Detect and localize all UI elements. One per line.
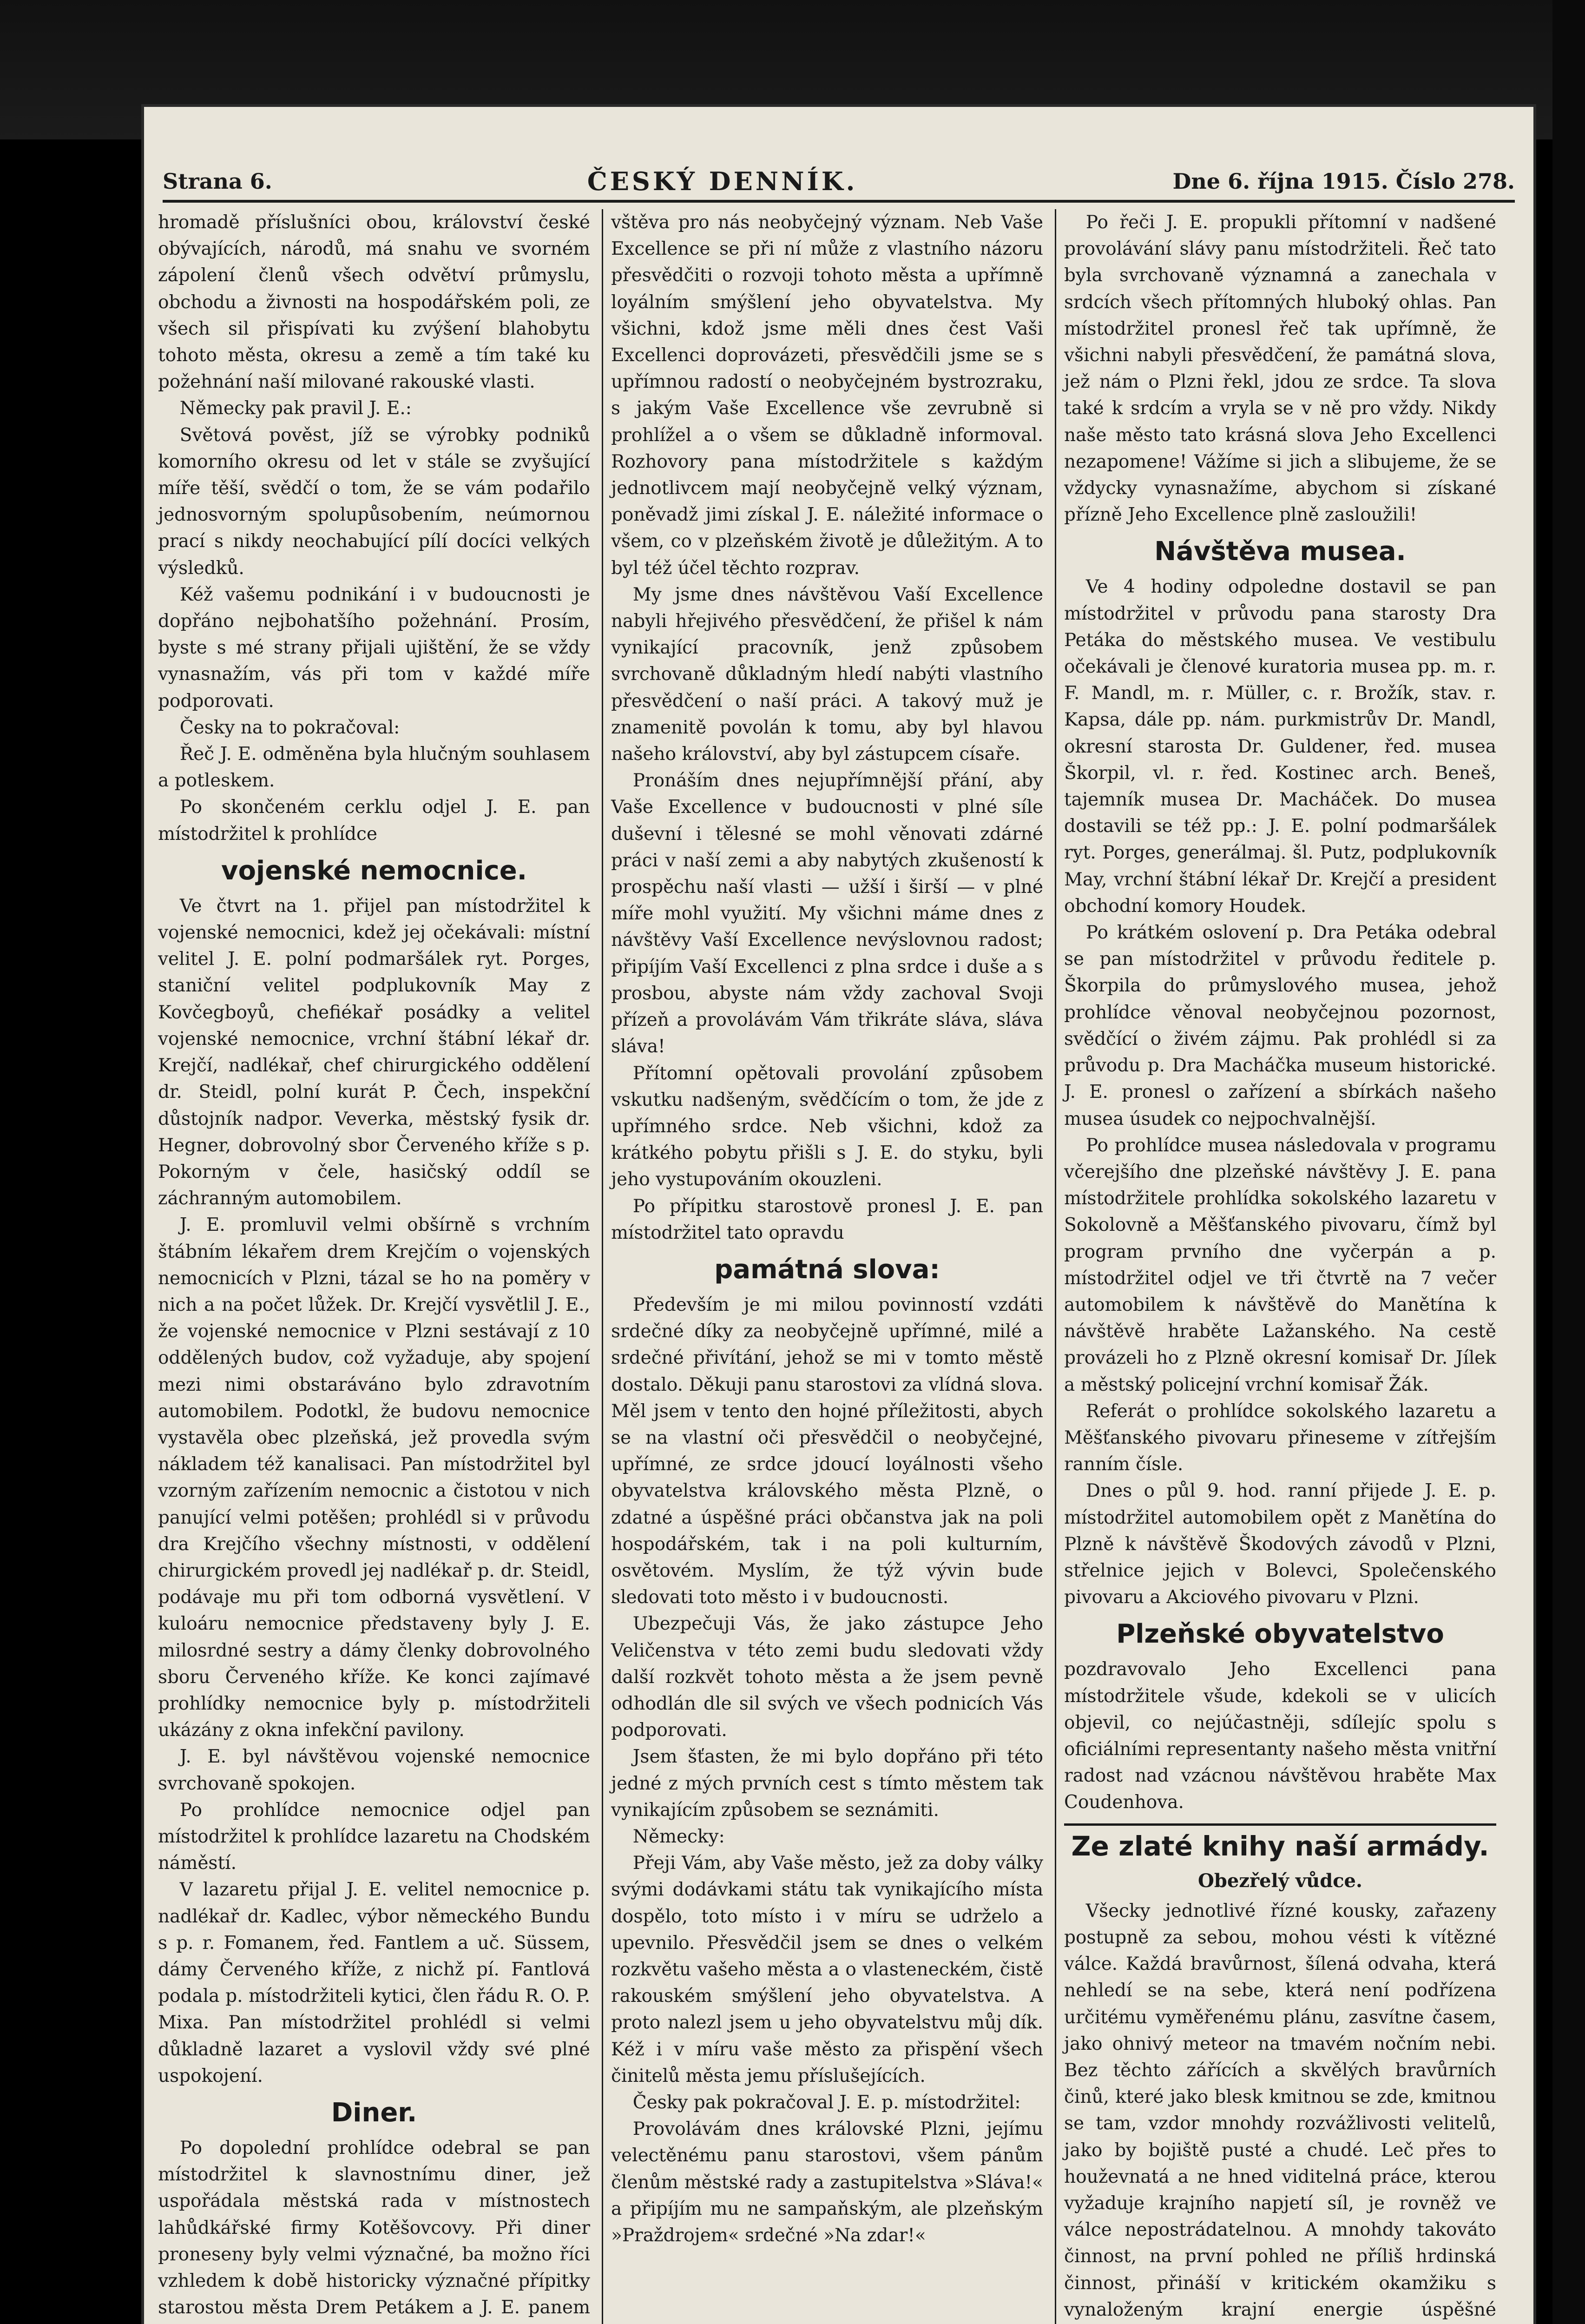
- article-paragraph: Přeji Vám, aby Vaše město, jež za doby války svými dodávkami státu tak vynikajícího místa dospělo, toto místo i v míru se udrželo a upevnilo. Přesvědčil jsem se dnes o velkém rozkvětu vašeho města a o vlasteneckém, čistě rakouském smýšlení jeho obyvatelstva. A proto nalezl jsem u jeho obyvatelstvu můj dík. Kéž i v míru vaše město za přispění všech činitelů města jemu příslušejících.: [611, 1853, 1043, 2086]
- article-paragraph: Všecky jednotlivé řízné kousky, zařazeny postupně za sebou, mohou vésti k vítězné válce. Každá bravůrnost, šílená odvaha, která nehledí se na sebe, která není podřízena určitému vyměřenému plánu, zasvítne časem, jako ohnivý meteor na tmavém nočním nebi. Bez těchto zářících a skvělých bravůrních činů, které jako blesk kmitnou se zde, kmitnou se tam, vzdor mnohdy rozvážlivosti velitelů, jako by bojiště pusté a chudé. Leč přes to houževnatá a ne hned viditelná práce, kterou vyžaduje krajního napjetí síl, je rovněž ve válce nepostrádatelnou. A mnohdy takováto činnost, na první pohled ne příliš hrdinská činnost, přináší v kritickém okamžiku s vynaloženým krajní energie úspěšné: [1064, 1900, 1496, 2320]
- article-paragraph: Německy:: [632, 1826, 725, 1847]
- article-paragraph: Po skončeném cerklu odjel J. E. pan místodržitel k prohlídce: [158, 797, 590, 845]
- article-paragraph: J. E. promluvil velmi obšírně s vrchním štábním lékařem drem Krejčím o vojenských nemocnicích v Plzni, tázal se ho na poměry v nich a na počet lůžek. Dr. Krejčí vysvětlil J. E., že vojenské nemocnice v Plzni sestávají z 10 oddělených budov, což vyžaduje, aby spojení mezi nimi obstaráváno bylo zdravotním automobilem. Podotkl, že budovu nemocnice vystavěla obec plzeňská, jež provedla svým nákladem též kanalisaci. Pan místodržitel byl vzorným zařízením nemocnic a čistotou v nich panující velmi potěšen; prohlédl si v průvodu dra Krejčího všechny místnosti, v oddělení chirurgickém provedl jej nadlékař p. dr. Steidl, podávaje mu při tom odborná vysvětlení. V kuloáru nemocnice představeny byly J. E. milosrdné sestry a dámy členky dobrovolného sboru Červeného kříže. Ke konci zajímavé prohlídky nemocnice byly p. místodržiteli ukázány z okna infekční pavilony.: [158, 1215, 590, 1741]
- article-paragraph: Řeč J. E. odměněna byla hlučným souhlasem a potleskem.: [158, 744, 590, 792]
- article-paragraph: Referát o prohlídce sokolského lazaretu a Měšťanského pivovaru přineseme v zítřejším ranním čísle.: [1064, 1400, 1496, 1475]
- column-rule: [602, 209, 603, 2324]
- column-3: [1064, 209, 1496, 2324]
- article-paragraph: Ve čtvrt na 1. přijel pan místodržitel k vojenské nemocnici, kdež jej očekávali: místní velitel J. E. polní podmaršálek ryt. Porges, staniční velitel podplukovník May z Kovčegboyů, chefiékař posádky a velitel vojenské nemocnice, vrchní štábní lékař dr. Krejčí, nadlékař, chef chirurgického oddělení dr. Steidl, polní kurát P. Čech, inspekční důstojník nadpor. Veverka, městský fysik dr. Hegner, dobrovolný sbor Červeného kříže s p. Pokorným v čele, hasičský oddíl se záchranným automobilem.: [158, 895, 590, 1209]
- film-edge: [1552, 0, 1585, 2324]
- section-heading: Návštěva musea.: [1154, 536, 1406, 567]
- article-paragraph: Pronáším dnes nejupřímnější přání, aby Vaše Excellence v budoucnosti v plné síle duševní i tělesné se mohl věnovati zdárné práci v naší zemi a aby nabytých zkušeností k prospěchu naší vlasti — užší i širší — v plné míře mohl využití. My všichni máme dnes z návštěvy Vaší Excellence nevýslovnou radost; připíjím Vaší Excellenci z plna srdce i duše a s prosbou, abyste nám vždy zachoval Svoji přízeň a provolávám Vám třikráte sláva, sláva sláva!: [611, 770, 1043, 1057]
- article-paragraph: Kéž vašemu podnikání i v budoucnosti je dopřáno nejbohatšího požehnání. Prosím, byste s mé strany přijali ujištění, že se vždy vynasnažím, vás při tom v každé míře podporovati.: [158, 584, 590, 712]
- article-paragraph: vštěva pro nás neobyčejný význam. Neb Vaše Excellence se při ní může z vlastního názoru přesvědčiti o rozvoji tohoto města a upřímně loyálním smýšlení jeho obyvatelstva. My všichni, kdož jsme měli dnes čest Vaši Excellenci doprovázeti, přesvědčili jsme se s upřímnou radostí o neobyčejném bystrozraku, s jakým Vaše Excellence vše zevrubně si prohlížel a o všem se důkladně informoval. Rozhovory pana místodržitele s každým jednotlivcem mají neobyčejně velký význam, poněvadž jimi získal J. E. náležité informace o všem, co v plzeňském životě je důležitým. A to byl též účel těchto rozprav.: [611, 212, 1043, 579]
- article-paragraph: Jsem šťasten, že mi bylo dopřáno při této jedné z mých prvních cest s tímto městem tak vynikajícím způsobem se seznámiti.: [611, 1746, 1043, 1821]
- article-paragraph: Česky pak pokračoval J. E. p. místodržitel:: [632, 2092, 1021, 2113]
- column-2: [611, 209, 1043, 2249]
- article-paragraph: My jsme dnes návštěvou Vaší Excellence nabyli hřejivého přesvědčení, že přišel k nám vynikající pracovník, jenž způsobem svrchovaně důkladným hledí nabýti vlastního přesvědčení o naší práci. A takový muž je znamenitě povolán k tomu, aby byl hlavou našeho království, aby byl zástupcem císaře.: [611, 584, 1043, 765]
- article-paragraph: Přítomní opětovali provolání způsobem vskutku nadšeným, svědčícím o tom, že jde z upřímného srdce. Neb všichni, kdož za krátkého pobytu přišli s J. E. do styku, byli jeho vystupováním okouzleni.: [611, 1063, 1043, 1190]
- section-heading: Obezřelý vůdce.: [1198, 1869, 1362, 1892]
- article-paragraph: J. E. byl návštěvou vojenské nemocnice svrchovaně spokojen.: [158, 1746, 590, 1794]
- article-paragraph: Po krátkém oslovení p. Dra Petáka odebral se pan místodržitel v průvodu ředitele p. Škorpila do průmyslového musea, jehož prohlídce věnoval neobyčejnou pozornost, svědčící o živém zájmu. Pak prohlédl si za průvodu p. Dra Macháčka museum historické. J. E. pronesl o zařízení a sbírkách našeho musea úsudek co nejpochvalnější.: [1064, 922, 1496, 1129]
- section-heading: Plzeňské obyvatelstvo: [1116, 1619, 1444, 1650]
- article-paragraph: Ve 4 hodiny odpoledne dostavil se pan místodržitel v průvodu pana starosty Dra Petáka do městského musea. Ve vestibulu očekávali je členové kuratoria musea pp. m. r. F. Mandl, m. r. Müller, c. r. Brožík, stav. r. Kapsa, dále pp. nám. purkmistrův Dr. Mandl, okresní starosta Dr. Guldener, řed. musea Škorpil, vl. r. řed. Kostinec arch. Beneš, tajemník musea Dr. Macháček. Do musea dostavili se též pp.: J. E. polní podmaršálek ryt. Porges, generálmaj. šl. Putz, podplukovník May, vrchní štábní lékař Dr. Krejčí a president obchodní komory Houdek.: [1064, 576, 1496, 917]
- article-paragraph: Po prohlídce musea následovala v programu včerejšího dne plzeňské návštěvy J. E. pana místodržitele prohlídka sokolského lazaretu v Sokolovně a Měšťanského pivovaru, čímž byl program prvního dne vyčerpán a p. místodržitel odjel ve tři čtvrtě na 7 večer automobilem k návštěvě do Manětína k návštěvě hraběte Lažanského. Na cestě provázeli ho z Plzně okresní komisař Dr. Jílek a městský policejní vrchní komisař Žák.: [1064, 1135, 1496, 1395]
- issue-date: Dne 6. října 1915. Číslo 278.: [1172, 169, 1515, 194]
- article-paragraph: Především je mi milou povinností vzdáti srdečné díky za neobyčejně upřímné, milé a srdečné přivítání, jehož se mi v tomto městě dostalo. Děkuji panu starostovi za vlídná slova. Měl jsem v tento den hojné příležitosti, abych se na vlastní oči přesvědčil o neobyčejné, upřímné, ze srdce jdoucí loyálnosti všeho obyvatelstva královského města Plzně, o zdatné a úspěšné práci občanstva jak na poli hospodářském, tak i na poli kulturním, osvětovém. Myslím, že týž vývin bude sledovati toto město i v budoucnosti.: [611, 1294, 1043, 1608]
- article-paragraph: Dnes o půl 9. hod. ranní přijede J. E. p. místodržitel automobilem opět z Manětína do Plzně k návštěvě Škodových závodů v Plzni, střelnice jejich v Bolevci, Společenského pivovaru a Akciového pivovaru v Plzni.: [1064, 1480, 1496, 1608]
- article-paragraph: Světová pověst, jíž se výrobky podniků komorního okresu od let v stále se zvyšující míře těší, svědčí o tom, že se vám podařilo jednosvorným spolupůsobením, neúmornou prací s nikdy neochabující pílí docíci velkých výsledků.: [158, 424, 590, 579]
- newspaper-title: ČESKÝ DENNÍK.: [587, 166, 858, 196]
- article-paragraph: Provolávám dnes královské Plzni, jejímu velectěnému panu starostovi, všem pánům členům městské rady a zastupitelstva »Sláva!« a připíjím mu ne sampaňským, ale plzeňským »Praždrojem« srdečné »Na zdar!«: [611, 2119, 1043, 2246]
- column-1: [158, 209, 590, 2324]
- article-paragraph: Česky na to pokračoval:: [179, 717, 400, 738]
- column-rule: [1055, 209, 1056, 2324]
- masthead: [163, 163, 1515, 203]
- article-paragraph: hromadě příslušníci obou, království české obývajících, národů, má snahu ve svorném zápolení členů všech odvětví průmyslu, obchodu a živnosti na hospodářském poli, ze všech sil přispívati ku zvýšení blahobytu tohoto města, okresu a země a tím také ku požehnání naší milované rakouské vlasti.: [158, 212, 590, 393]
- section-heading: Diner.: [331, 2098, 417, 2128]
- article-paragraph: Po řeči J. E. propukli přítomní v nadšené provolávání slávy panu místodržiteli. Řeč tato byla svrchovaně významná a zanechala v srdcích všech přítomných hluboký ohlas. Pan místodržitel pronesl řeč tak upřímně, že všichni nabyli přesvědčení, že památná slova, jež nám o Plzni řekl, jdou ze srdce. Ta slova také k srdcím a vryla se v ně pro vždy. Nikdy naše město tato krásná slova Jeho Excellenci nezapomene! Vážíme si jich a slibujeme, že se vždycky vynasnažíme, abychom si získané přízně Jeho Excellence plně zasloužili!: [1064, 212, 1496, 526]
- section-heading: Ze zlaté knihy naší armády.: [1064, 1823, 1496, 1862]
- article-paragraph: Po dopolední prohlídce odebral se pan místodržitel k slavnostnímu diner, jež uspořádala městská rada v místnostech lahůdkářské firmy Kotěšovcovy. Při diner proneseny byly velmi význačné, ba možno říci vzhledem k době historicky význačné přípitky starostou města Drem Petákem a J. E. panem: [158, 2138, 590, 2318]
- newspaper-page: [144, 107, 1533, 2324]
- article-paragraph: Německy pak pravil J. E.:: [179, 398, 412, 419]
- section-heading: vojenské nemocnice.: [221, 855, 527, 886]
- article-paragraph: Po prohlídce nemocnice odjel pan místodržitel k prohlídce lazaretu na Chodském náměstí.: [158, 1799, 590, 1874]
- page-number: Strana 6.: [163, 169, 272, 194]
- article-paragraph: Ubezpečuji Vás, že jako zástupce Jeho Veličenstva v této zemi budu sledovati vždy další rozkvět tohoto města a že jsem pevně odhodlán dle sil svých ve všech podnicích Vás podporovati.: [611, 1613, 1043, 1741]
- article-paragraph: pozdravovalo Jeho Excellenci pana místodržitele všude, kdekoli se v ulicích objevil, co nejúčastněji, sdílejíc spolu s oficiálními representanty našeho města vnitřní radost nad vzácnou návštěvou hraběte Max Coudenhova.: [1064, 1659, 1496, 1813]
- article-paragraph: V lazaretu přijal J. E. velitel nemocnice p. nadlékař dr. Kadlec, výbor německého Bundu s p. r. Fomanem, řed. Fantlem a uč. Süssem, dámy Červeného kříže, z nichž pí. Fantlová podala p. místodržiteli kytici, člen řádu R. O. P. Mixa. Pan místodržitel prohlédl si velmi důkladně lazaret a vyslovil vždy své plné uspokojení.: [158, 1879, 590, 2086]
- section-heading: památná slova:: [714, 1254, 940, 1285]
- article-paragraph: Po přípitku starostově pronesl J. E. pan místodržitel tato opravdu: [611, 1195, 1043, 1243]
